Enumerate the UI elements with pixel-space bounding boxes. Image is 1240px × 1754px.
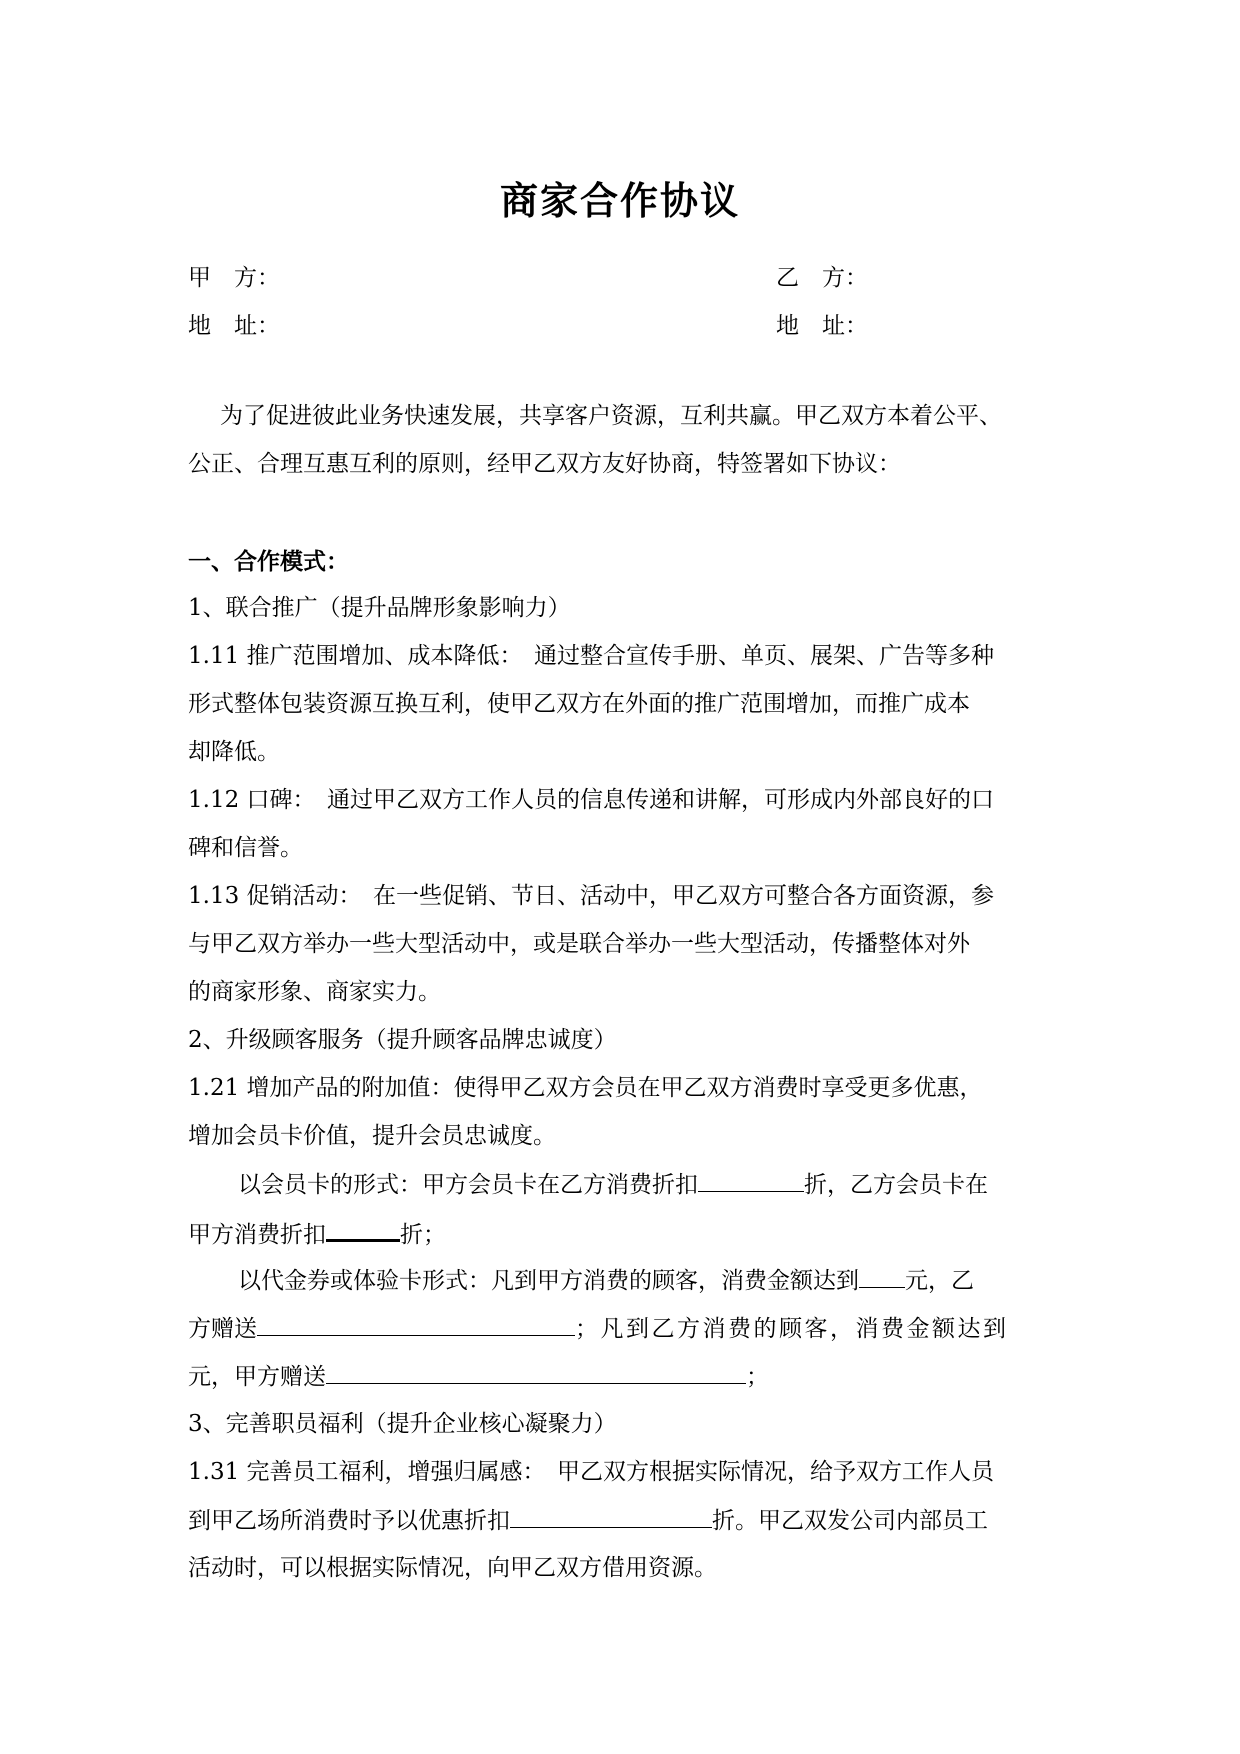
intro-line-1: 为了促进彼此业务快速发展，共享客户资源，互利共赢。甲乙双方本着公平、	[220, 403, 1002, 429]
clause-1-11-line-2: 形式整体包装资源互换互利，使甲乙双方在外面的推广范围增加，而推广成本	[188, 691, 970, 717]
clause-1-31-line-1: 1.31 完善员工福利，增强归属感： 甲乙双方根据实际情况，给予双方工作人员	[188, 1459, 995, 1485]
clause-1-31-line-2	[188, 1505, 988, 1536]
coupon-line-2	[188, 1313, 1009, 1344]
discount-blank-a[interactable]	[698, 1169, 804, 1192]
item-1-heading: 1、联合推广（提升品牌形象影响力）	[188, 595, 571, 621]
clause-1-13-line-3: 的商家形象、商家实力。	[188, 979, 441, 1005]
coupon-text-c: 方赠送	[188, 1316, 257, 1342]
coupon-text-a: 以代金券或体验卡形式：凡到甲方消费的顾客，消费金额达到	[238, 1268, 859, 1294]
party-a-address-label: 地 址：	[188, 313, 280, 339]
clause-1-31-line-3: 活动时，可以根据实际情况，向甲乙双方借用资源。	[188, 1555, 717, 1581]
coupon-text-b: 元，乙	[905, 1268, 974, 1294]
clause-1-31-text-a: 到甲乙场所消费时予以优惠折扣	[188, 1508, 510, 1534]
clause-1-11-line-1: 1.11 推广范围增加、成本降低： 通过整合宣传手册、单页、展架、广告等多种	[188, 643, 995, 669]
intro-line-2: 公正、合理互惠互利的原则，经甲乙双方友好协商，特签署如下协议：	[188, 451, 901, 477]
staff-discount-blank[interactable]	[510, 1505, 712, 1528]
clause-1-21-line-2: 增加会员卡价值，提升会员忠诚度。	[188, 1123, 556, 1149]
coupon-text-e: 元，甲方赠送	[188, 1364, 326, 1390]
coupon-line-3	[188, 1361, 769, 1392]
member-card-text-a: 以会员卡的形式：甲方会员卡在乙方消费折扣	[238, 1172, 698, 1198]
member-card-line-2	[188, 1217, 446, 1250]
gift-blank-b[interactable]	[326, 1361, 746, 1384]
party-a-label: 甲 方：	[188, 265, 280, 291]
clause-1-21-line-1: 1.21 增加产品的附加值：使得甲乙双方会员在甲乙双方消费时享受更多优惠，	[188, 1075, 983, 1101]
member-card-text-c: 甲方消费折扣	[188, 1222, 326, 1248]
clause-1-12-line-1: 1.12 口碑： 通过甲乙双方工作人员的信息传递和讲解，可形成内外部良好的口	[188, 787, 995, 813]
item-3-heading: 3、完善职员福利（提升企业核心凝聚力）	[188, 1411, 617, 1437]
clause-1-13-line-1: 1.13 促销活动： 在一些促销、节日、活动中，甲乙双方可整合各方面资源，参	[188, 883, 995, 909]
coupon-text-f: ；	[746, 1364, 769, 1390]
gift-blank-a[interactable]	[257, 1313, 575, 1336]
clause-1-31-text-b: 折。甲乙双发公司内部员工	[712, 1508, 988, 1534]
clause-1-12-line-2: 碑和信誉。	[188, 835, 303, 861]
amount-blank-a[interactable]	[859, 1265, 905, 1288]
member-card-line-1	[238, 1169, 988, 1200]
clause-1-13-line-2: 与甲乙双方举办一些大型活动中，或是联合举办一些大型活动，传播整体对外	[188, 931, 970, 957]
member-card-text-d: 折；	[400, 1222, 446, 1248]
document-title: 商家合作协议	[499, 178, 740, 223]
member-card-text-b: 折，乙方会员卡在	[804, 1172, 988, 1198]
clause-1-11-line-3: 却降低。	[188, 739, 280, 765]
item-2-heading: 2、升级顾客服务（提升顾客品牌忠诚度）	[188, 1027, 617, 1053]
party-b-label: 乙 方：	[776, 265, 868, 291]
coupon-text-d: ；凡到乙方消费的顾客，消费金额达到	[575, 1316, 1009, 1342]
party-b-address-label: 地 址：	[776, 313, 868, 339]
discount-blank-b[interactable]	[326, 1217, 400, 1242]
coupon-line-1	[238, 1265, 974, 1296]
section-heading: 一、合作模式：	[188, 548, 349, 575]
